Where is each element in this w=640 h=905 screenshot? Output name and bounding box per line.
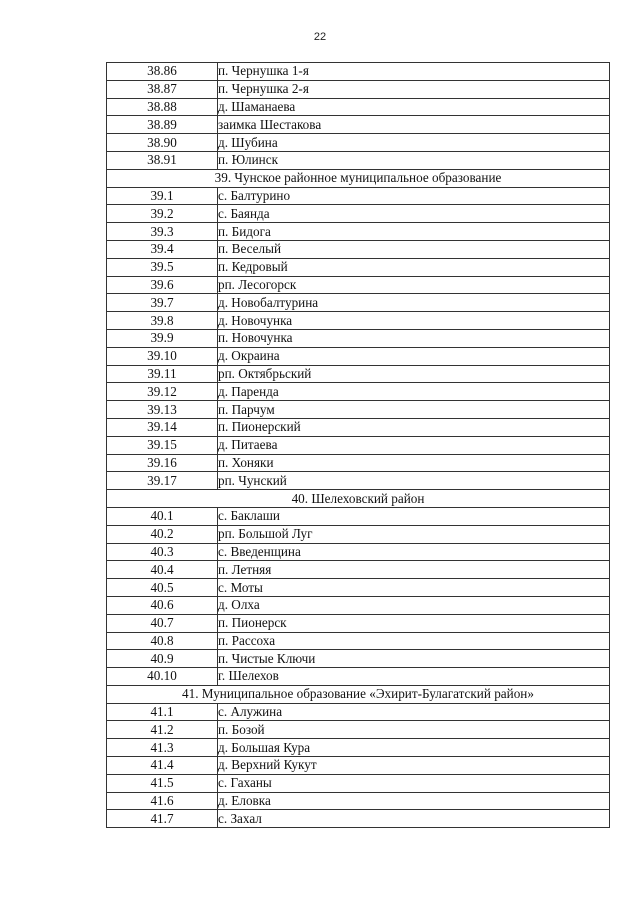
row-number: 40.10 xyxy=(107,668,218,686)
settlement-name: с. Балтурино xyxy=(218,187,610,205)
settlement-name: рп. Большой Луг xyxy=(218,525,610,543)
table-row xyxy=(107,774,610,792)
settlement-name: с. Гаханы xyxy=(218,774,610,792)
settlement-name: заимка Шестакова xyxy=(218,116,610,134)
row-number: 39.15 xyxy=(107,436,218,454)
row-number: 39.2 xyxy=(107,205,218,223)
settlement-name: д. Большая Кура xyxy=(218,739,610,757)
row-number: 38.86 xyxy=(107,63,218,81)
settlement-name: д. Шубина xyxy=(218,134,610,152)
table-row xyxy=(107,579,610,597)
settlement-name: п. Бозой xyxy=(218,721,610,739)
table-row xyxy=(107,151,610,169)
table-row xyxy=(107,810,610,828)
table-row xyxy=(107,258,610,276)
settlement-name: д. Верхний Кукут xyxy=(218,757,610,775)
table-row xyxy=(107,721,610,739)
table-row xyxy=(107,329,610,347)
row-number: 38.87 xyxy=(107,80,218,98)
row-number: 39.7 xyxy=(107,294,218,312)
settlement-name: с. Введенщина xyxy=(218,543,610,561)
row-number: 40.2 xyxy=(107,525,218,543)
row-number: 40.1 xyxy=(107,507,218,525)
settlement-name: п. Кедровый xyxy=(218,258,610,276)
settlement-name: с. Моты xyxy=(218,579,610,597)
table-row xyxy=(107,792,610,810)
row-number: 41.4 xyxy=(107,757,218,775)
row-number: 41.2 xyxy=(107,721,218,739)
row-number: 39.16 xyxy=(107,454,218,472)
table-row xyxy=(107,614,610,632)
section-title: 40. Шелеховский район xyxy=(107,490,610,508)
section-title: 39. Чунское районное муниципальное образование xyxy=(107,169,610,187)
table-row xyxy=(107,650,610,668)
settlement-name: рп. Октябрьский xyxy=(218,365,610,383)
section-header-row xyxy=(107,685,610,703)
row-number: 41.3 xyxy=(107,739,218,757)
settlement-name: рп. Лесогорск xyxy=(218,276,610,294)
settlement-name: рп. Чунский xyxy=(218,472,610,490)
settlement-name: п. Бидога xyxy=(218,223,610,241)
table-row xyxy=(107,347,610,365)
section-header-row xyxy=(107,169,610,187)
table-body xyxy=(107,63,610,828)
section-header-row xyxy=(107,490,610,508)
table-row xyxy=(107,187,610,205)
settlement-name: д. Питаева xyxy=(218,436,610,454)
row-number: 40.7 xyxy=(107,614,218,632)
table-row xyxy=(107,454,610,472)
row-number: 39.14 xyxy=(107,418,218,436)
row-number: 39.9 xyxy=(107,329,218,347)
table-row xyxy=(107,312,610,330)
table-row xyxy=(107,63,610,81)
settlement-name: д. Новочунка xyxy=(218,312,610,330)
settlement-name: с. Баклаши xyxy=(218,507,610,525)
settlement-name: п. Хоняки xyxy=(218,454,610,472)
row-number: 40.6 xyxy=(107,596,218,614)
settlement-name: с. Баянда xyxy=(218,205,610,223)
row-number: 39.11 xyxy=(107,365,218,383)
section-title: 41. Муниципальное образование «Эхирит-Булагатский район» xyxy=(107,685,610,703)
table-row xyxy=(107,757,610,775)
table-row xyxy=(107,507,610,525)
table-row xyxy=(107,561,610,579)
row-number: 39.4 xyxy=(107,240,218,258)
row-number: 39.3 xyxy=(107,223,218,241)
settlement-name: д. Еловка xyxy=(218,792,610,810)
settlement-name: д. Окраина xyxy=(218,347,610,365)
row-number: 40.8 xyxy=(107,632,218,650)
table-row xyxy=(107,294,610,312)
table-row xyxy=(107,418,610,436)
row-number: 41.6 xyxy=(107,792,218,810)
row-number: 38.90 xyxy=(107,134,218,152)
settlement-name: д. Паренда xyxy=(218,383,610,401)
settlement-name: п. Чернушка 2-я xyxy=(218,80,610,98)
settlement-name: п. Летняя xyxy=(218,561,610,579)
table-row xyxy=(107,80,610,98)
row-number: 41.7 xyxy=(107,810,218,828)
row-number: 41.1 xyxy=(107,703,218,721)
row-number: 39.17 xyxy=(107,472,218,490)
table-row xyxy=(107,596,610,614)
table-row xyxy=(107,668,610,686)
table-row xyxy=(107,632,610,650)
table-row xyxy=(107,703,610,721)
table-row xyxy=(107,98,610,116)
table-row xyxy=(107,525,610,543)
settlements-table xyxy=(106,62,610,828)
table-row xyxy=(107,223,610,241)
table-row xyxy=(107,116,610,134)
table-row xyxy=(107,543,610,561)
settlement-name: п. Рассоха xyxy=(218,632,610,650)
table-row xyxy=(107,383,610,401)
table-row xyxy=(107,472,610,490)
table-row xyxy=(107,365,610,383)
row-number: 39.12 xyxy=(107,383,218,401)
table-row xyxy=(107,134,610,152)
row-number: 39.5 xyxy=(107,258,218,276)
row-number: 38.91 xyxy=(107,151,218,169)
table-row xyxy=(107,436,610,454)
table-row xyxy=(107,205,610,223)
table-row xyxy=(107,240,610,258)
row-number: 40.4 xyxy=(107,561,218,579)
row-number: 41.5 xyxy=(107,774,218,792)
settlement-name: д. Новобалтурина xyxy=(218,294,610,312)
settlement-name: г. Шелехов xyxy=(218,668,610,686)
settlement-name: п. Новочунка xyxy=(218,329,610,347)
row-number: 39.8 xyxy=(107,312,218,330)
settlement-name: п. Парчум xyxy=(218,401,610,419)
row-number: 40.9 xyxy=(107,650,218,668)
settlement-name: п. Пионерский xyxy=(218,418,610,436)
row-number: 40.5 xyxy=(107,579,218,597)
table-row xyxy=(107,401,610,419)
settlement-name: д. Олха xyxy=(218,596,610,614)
settlement-name: д. Шаманаева xyxy=(218,98,610,116)
settlement-name: с. Захал xyxy=(218,810,610,828)
row-number: 39.10 xyxy=(107,347,218,365)
table-row xyxy=(107,739,610,757)
row-number: 38.88 xyxy=(107,98,218,116)
row-number: 38.89 xyxy=(107,116,218,134)
row-number: 39.13 xyxy=(107,401,218,419)
table-row xyxy=(107,276,610,294)
page-number: 22 xyxy=(313,31,327,43)
settlement-name: п. Юлинск xyxy=(218,151,610,169)
settlement-name: п. Пионерск xyxy=(218,614,610,632)
settlement-name: п. Чистые Ключи xyxy=(218,650,610,668)
settlement-name: п. Чернушка 1-я xyxy=(218,63,610,81)
row-number: 39.6 xyxy=(107,276,218,294)
row-number: 40.3 xyxy=(107,543,218,561)
settlement-name: п. Веселый xyxy=(218,240,610,258)
settlement-name: с. Алужина xyxy=(218,703,610,721)
row-number: 39.1 xyxy=(107,187,218,205)
